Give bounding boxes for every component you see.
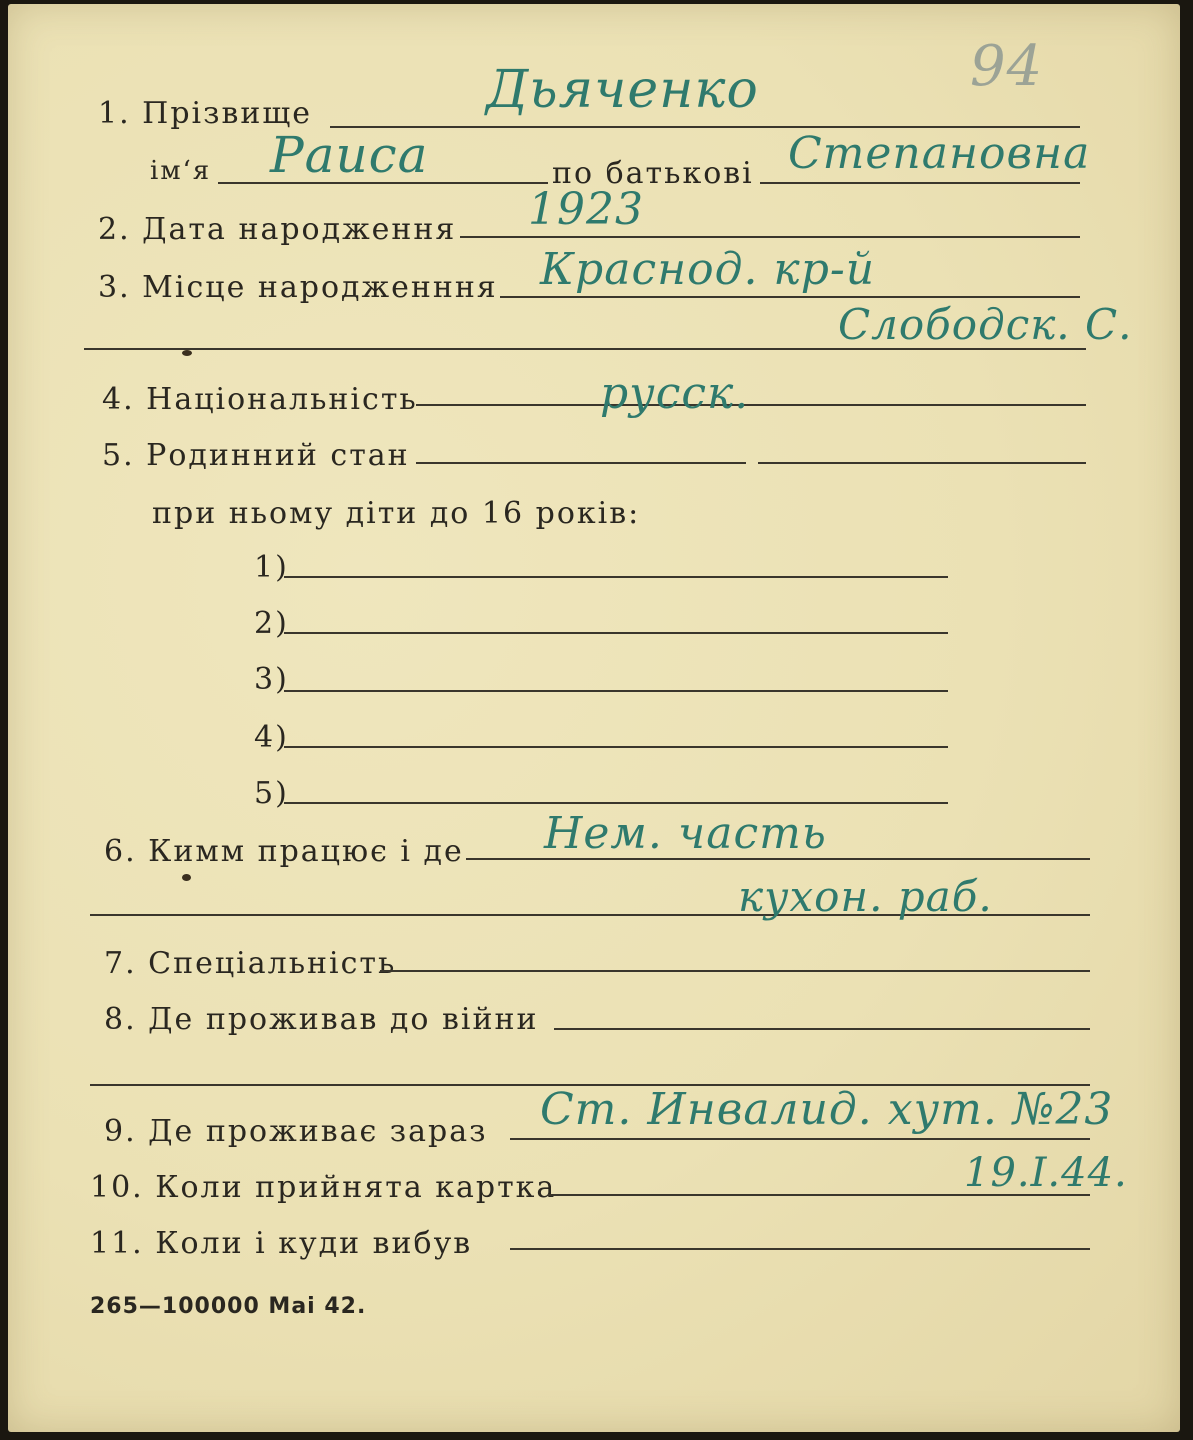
work-value-2: кухон. раб.: [738, 872, 993, 921]
children-label: при ньому діти до 16 років:: [152, 496, 641, 531]
child-2-line[interactable]: [284, 632, 948, 634]
child-2-label: 2): [254, 606, 289, 641]
birthplace-value-1: Краснод. кр-й: [540, 244, 876, 295]
birth-year-value: 1923: [528, 184, 644, 235]
field-specialty-label: 7. Спеціальність: [104, 946, 397, 981]
field-departed-label: 11. Коли і куди вибув: [90, 1226, 473, 1261]
ink-speck: [182, 350, 192, 356]
field-nationality-line[interactable]: [416, 404, 1086, 406]
field-nationality-label: 4. Національність: [102, 382, 418, 417]
name-value: Раиса: [270, 126, 429, 184]
registration-card: [8, 4, 1180, 1432]
child-4-line[interactable]: [284, 746, 948, 748]
child-3-line[interactable]: [284, 690, 948, 692]
child-1-line[interactable]: [284, 576, 948, 578]
work-value-1: Нем. часть: [544, 808, 827, 859]
child-5-label: 5): [254, 776, 289, 811]
field-patronymic-line[interactable]: [760, 182, 1080, 184]
field-family-line-b[interactable]: [758, 462, 1086, 464]
card-number: 94: [970, 34, 1044, 99]
field-birthdate-line[interactable]: [460, 236, 1080, 238]
field-departed-line[interactable]: [510, 1248, 1090, 1250]
field-name-label: ім‘я: [150, 156, 212, 186]
field-birthdate-label: 2. Дата народження: [98, 212, 457, 247]
field-work-label: 6. Кимм працює і де: [104, 834, 464, 869]
surname-value: Дьяченко: [486, 60, 759, 120]
child-5-line[interactable]: [284, 802, 948, 804]
patronymic-value: Степановна: [788, 128, 1091, 179]
card-date-value: 19.I.44.: [964, 1150, 1128, 1196]
child-4-label: 4): [254, 720, 289, 755]
ink-speck: [182, 874, 191, 881]
field-current-label: 9. Де проживає зараз: [104, 1114, 488, 1149]
field-accepted-label: 10. Коли прийнята картка: [90, 1170, 557, 1205]
field-family-label: 5. Родинний стан: [102, 438, 410, 473]
print-code: 265—100000 Mai 42.: [90, 1294, 367, 1319]
field-birthplace-label: 3. Місце народженння: [98, 270, 498, 305]
current-address-value: Ст. Инвалид. хут. №23: [540, 1084, 1114, 1135]
field-family-line[interactable]: [416, 462, 746, 464]
field-surname-label: 1. Прізвище: [98, 96, 313, 131]
nationality-value: русск.: [600, 368, 750, 419]
child-1-label: 1): [254, 550, 289, 585]
child-3-label: 3): [254, 662, 289, 697]
field-prewar-label: 8. Де проживав до війни: [104, 1002, 539, 1037]
field-current-line[interactable]: [510, 1138, 1090, 1140]
field-specialty-line[interactable]: [380, 970, 1090, 972]
birthplace-value-2: Слободск. С.: [838, 300, 1133, 349]
field-prewar-line[interactable]: [554, 1028, 1090, 1030]
field-patronymic-label: по батькові: [552, 156, 754, 191]
field-birthplace-line[interactable]: [500, 296, 1080, 298]
